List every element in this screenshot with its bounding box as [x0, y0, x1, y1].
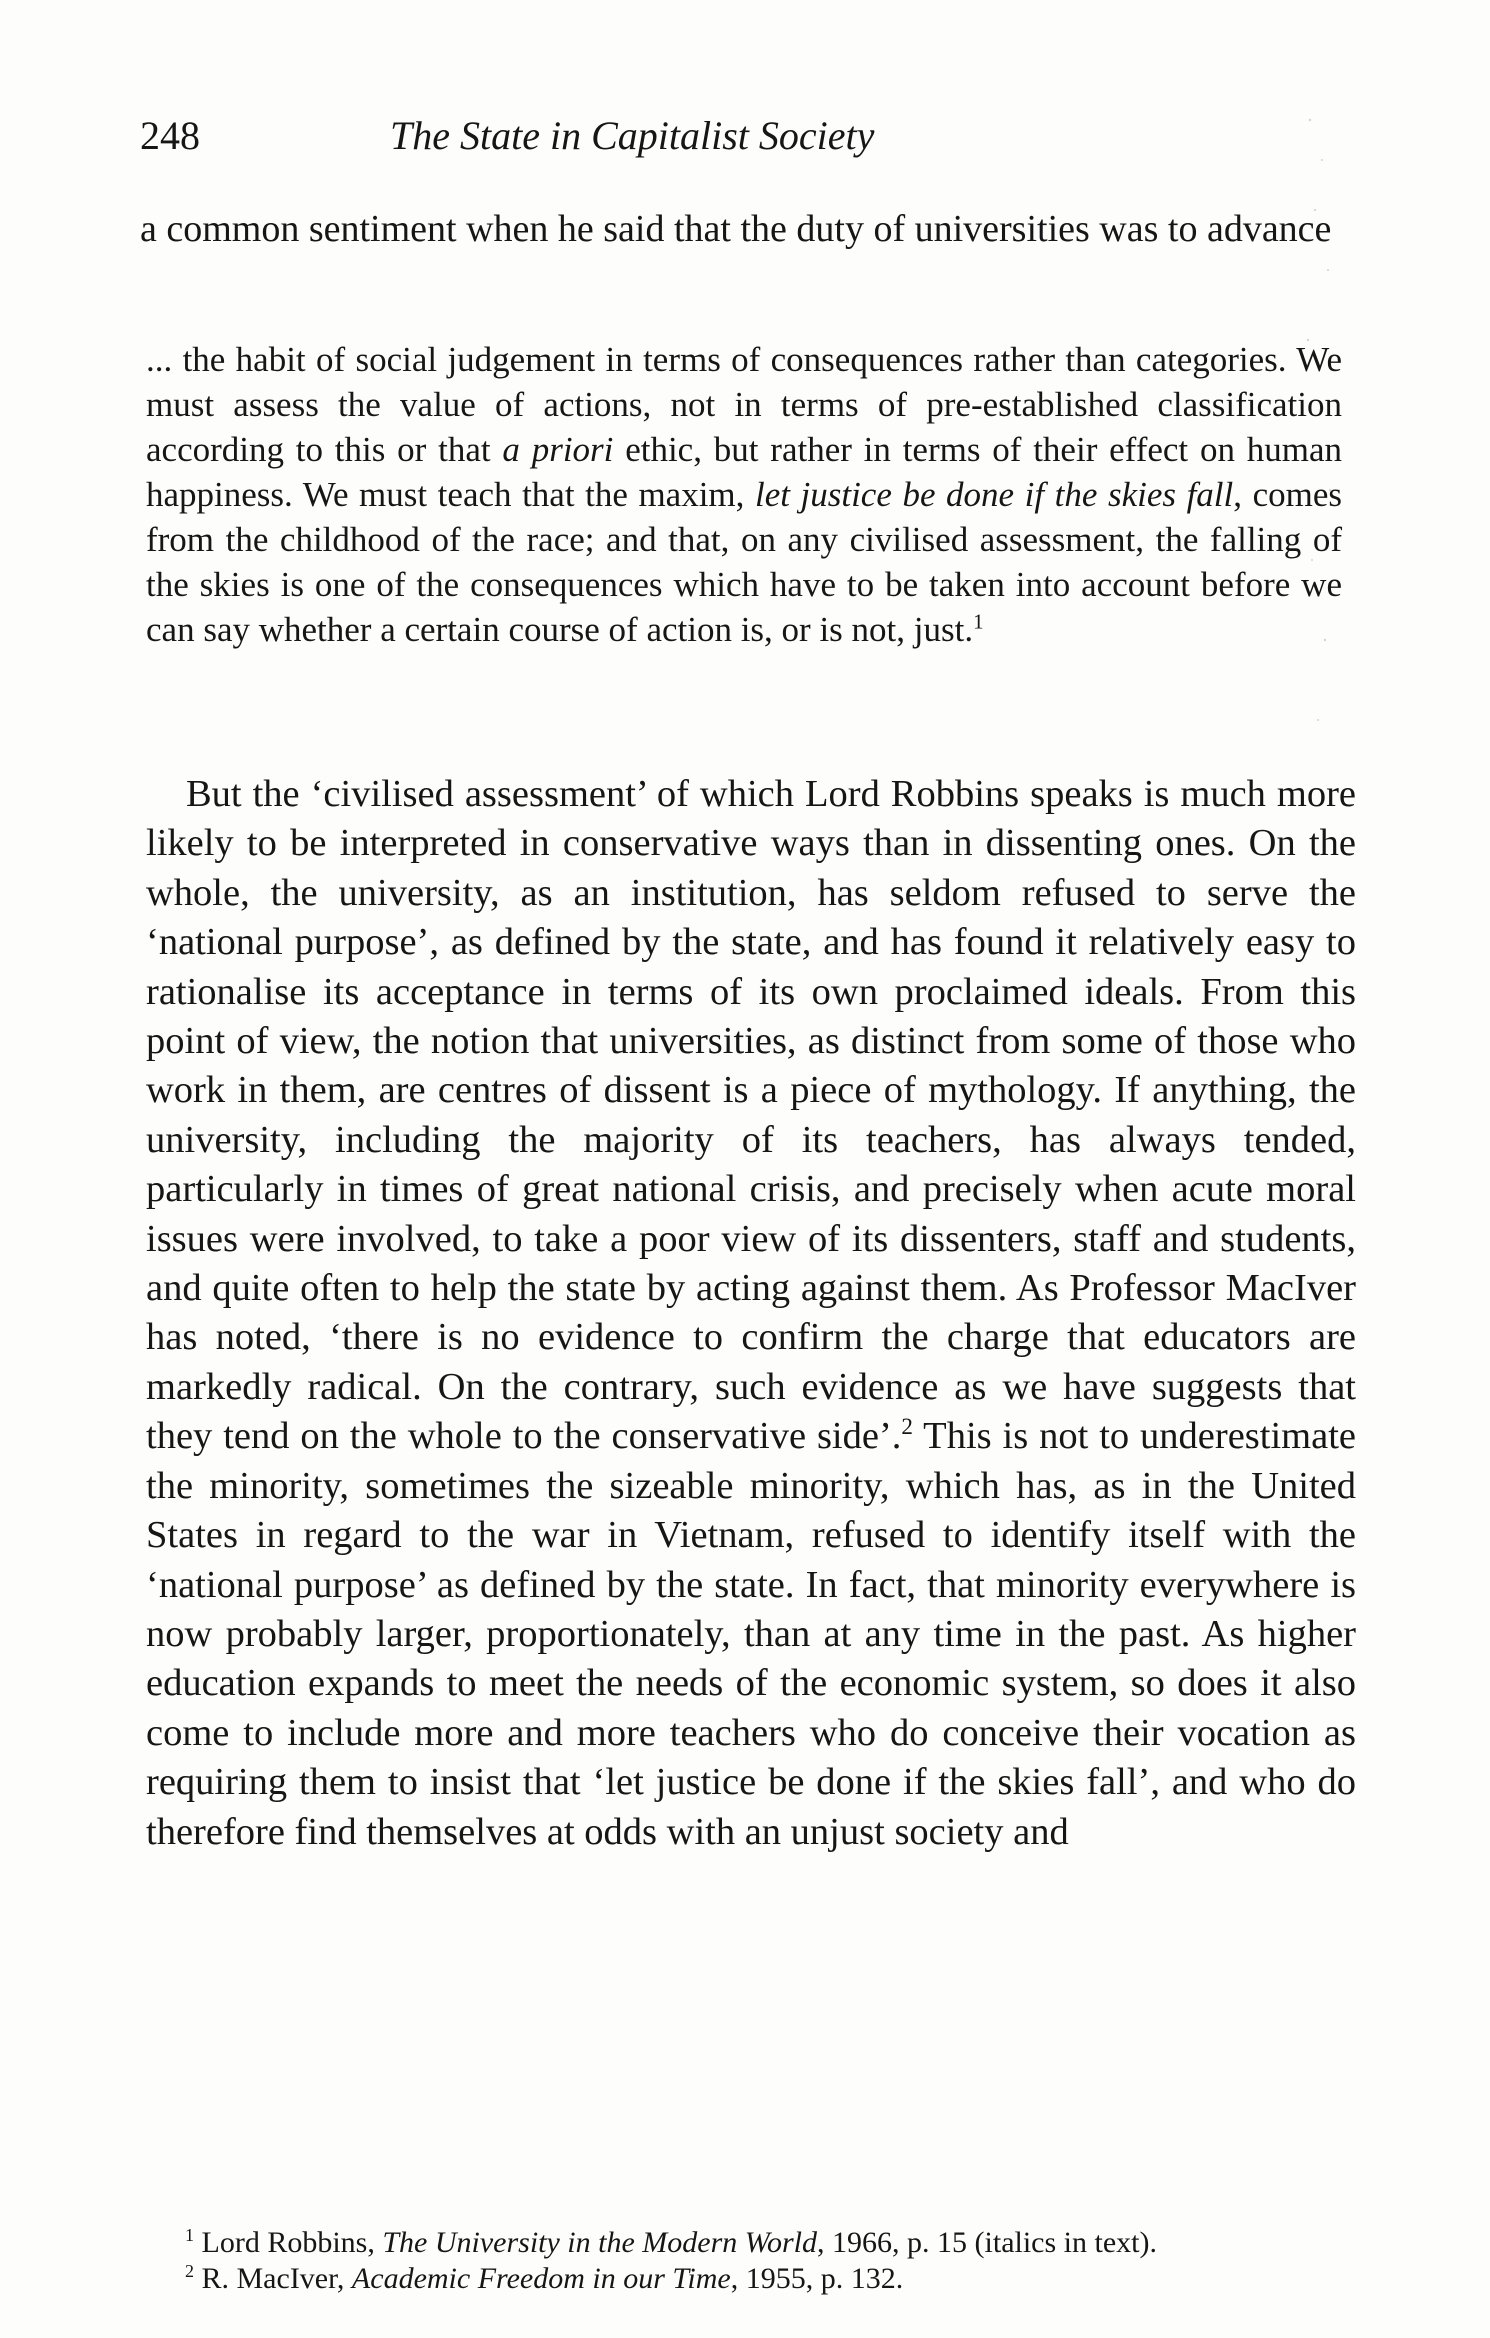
scan-speckle-decoration — [1300, 100, 1340, 800]
footnote-1 — [185, 2225, 1345, 2261]
block-quote — [146, 337, 1342, 652]
body-paragraph — [146, 770, 1356, 1857]
footnote-2-number: 2 — [185, 2261, 194, 2281]
footnote-1-author: Lord Robbins, — [194, 2226, 383, 2259]
quote-a-priori: a priori — [502, 430, 614, 469]
footnote-2-details: , 1955, p. 132. — [730, 2262, 904, 2295]
footnote-ref-1: 1 — [973, 609, 984, 634]
page-header — [140, 112, 1340, 172]
footnote-2-title: Academic Freedom in our Time — [351, 2262, 731, 2295]
quote-part-2: ethic, but rather in terms of their effect on human happiness. We must teach that the maxim, — [146, 430, 1343, 514]
page-number: 248 — [140, 113, 200, 158]
footnote-1-title: The University in the Modern World — [382, 2226, 818, 2259]
footnote-1-number: 1 — [185, 2225, 194, 2245]
quote-part-3: , comes from the childhood of the race; and that, on any civilised assessment, the falling of the skies is one of the consequences which have to be taken into account before we can say whether a certain course of action is, or is not, just. — [146, 475, 1342, 649]
footnote-ref-2: 2 — [901, 1413, 913, 1440]
footnote-2 — [185, 2261, 1345, 2297]
footnote-1-details: , 1966, p. 15 (italics in text). — [817, 2226, 1157, 2259]
quote-part-1: ... the habit of social judgement in terms of consequences rather than categories. We must assess the value of actions, not in terms of pre-established classification according to this or that — [146, 340, 1342, 469]
body-part-2: This is not to underestimate the minority, sometimes the sizeable minority, which has, as in the United States in regard to the war in Vietnam, refused to identify itself with the ‘national purpose’ as defined by the state. In fact, that minority everywhere is now probably larger, proportionately, than at any time in the past. As higher education expands to meet the needs of the economic system, so does it also come to include more and more teachers who do conceive their vocation as requiring them to insist that ‘let justice be done if the skies fall’, and who do therefore find themselves at odds with an unjust society and — [146, 1415, 1357, 1853]
intro-text: a common sentiment when he said that the duty of universities was to advance — [140, 208, 1332, 250]
quote-maxim: let justice be done if the skies fall — [754, 475, 1234, 514]
running-title: The State in Capitalist Society — [390, 113, 875, 158]
footnotes — [185, 2225, 1345, 2297]
block-quote-text — [146, 337, 1342, 652]
footnote-2-author: R. MacIver, — [194, 2262, 352, 2295]
body-paragraph-text — [146, 770, 1356, 1857]
intro-paragraph — [140, 205, 1350, 253]
body-part-1: But the ‘civilised assessment’ of which Lord Robbins speaks is much more likely to be interpreted in conservative ways than in dissenting ones. On the whole, the university, as an institution, has seldom refused to serve the ‘national purpose’, as defined by the state, and has found it relatively easy to rationalise its acceptance in terms of its own proclaimed ideals. From this point of view, the notion that universities, as distinct from some of those who work in them, are centres of dissent is a piece of mythology. If anything, the university, including the majority of its teachers, has always tended, particularly in times of great national crisis, and precisely when acute moral issues were involved, to take a poor view of its dissenters, staff and students, and quite often to help the state by acting against them. As Professor MacIver has noted, ‘there is no evidence to confirm the charge that educators are markedly radical. On the contrary, such evidence as we have suggests that they tend on the whole to the conservative side’. — [146, 773, 1356, 1458]
